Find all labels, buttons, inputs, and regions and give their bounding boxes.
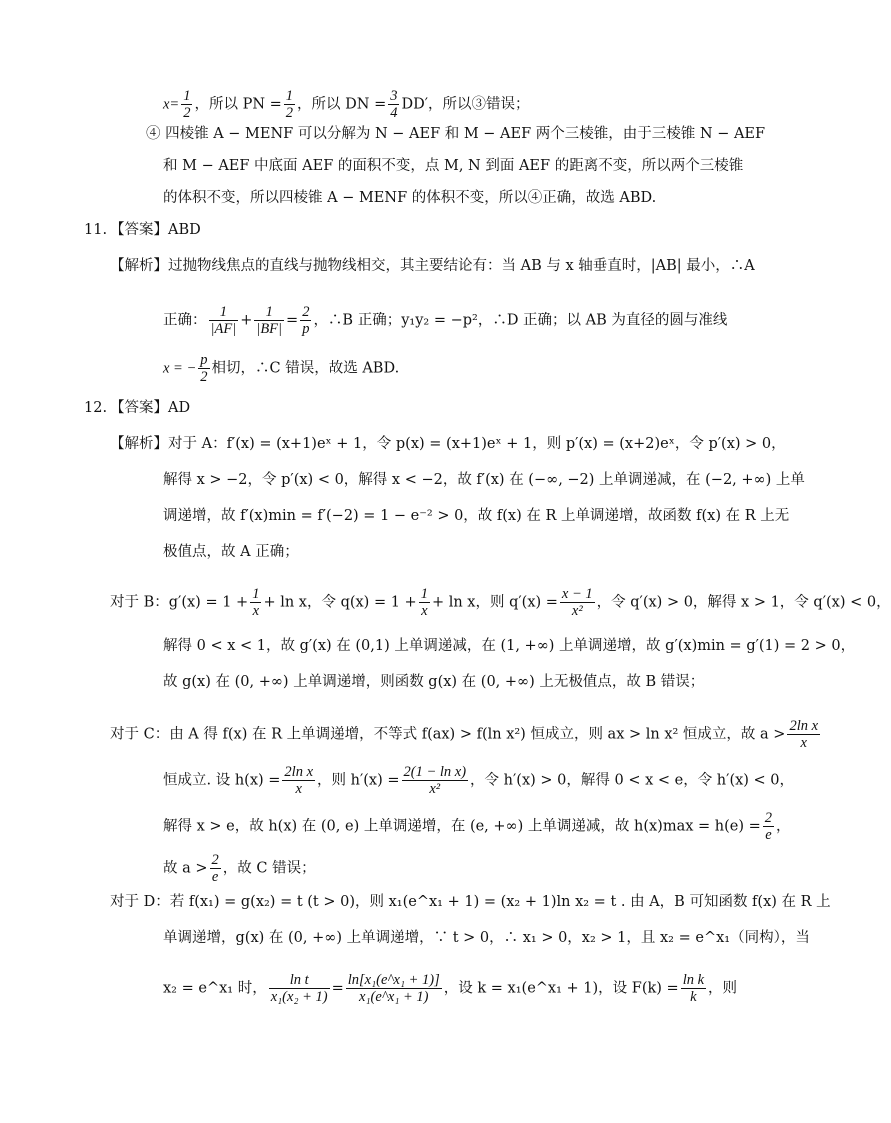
numerator: 3	[390, 88, 398, 104]
fraction	[198, 352, 209, 385]
fraction	[181, 88, 192, 121]
text: x=	[163, 96, 180, 113]
denominator: 2	[183, 105, 191, 121]
fraction	[269, 972, 330, 1005]
text: 相切，∴C 错误，故选 ABD.	[211, 360, 400, 377]
text: ，设 k = x₁(e^x₁ + 1)，设 F(k) =	[443, 980, 679, 997]
analysis-line	[163, 810, 791, 843]
analysis-line	[163, 304, 727, 337]
fraction	[300, 304, 311, 337]
fraction	[282, 764, 315, 797]
numerator: x − 1	[561, 586, 593, 602]
text: ，∴B 正确；y₁y₂ = −p²，∴D 正确；以 AB 为直径的圆与准线	[313, 312, 728, 329]
analysis-line: 故 g(x) 在 (0, +∞) 上单调递增，则函数 g(x) 在 (0, +∞) 上无极值点，故 B 错误；	[163, 674, 705, 690]
analysis-line	[163, 972, 737, 1005]
denominator: x	[421, 603, 428, 619]
analysis-line: 单调递增，g(x) 在 (0, +∞) 上单调递增，∵ t > 0，∴ x₁ > 0，x₂ > 1，且 x₂ = e^x₁（同构），当	[163, 930, 810, 946]
fraction	[560, 586, 595, 619]
denominator: x²	[571, 603, 583, 619]
denominator: 2	[285, 105, 294, 121]
numerator: 2ln x	[284, 764, 314, 780]
numerator: 2	[764, 810, 773, 826]
fraction	[787, 718, 820, 751]
numerator: ln[x₁(e^x₁ + 1)]	[347, 972, 440, 988]
denominator: x	[800, 735, 807, 751]
denominator: x²	[429, 781, 441, 797]
denominator: e	[765, 827, 772, 843]
fraction	[250, 586, 261, 619]
line-p2-2: 和 M − AEF 中底面 AEF 的面积不变，点 M, N 到面 AEF 的距离不变，所以两个三棱锥	[163, 158, 744, 174]
text: ，则 h′(x) =	[317, 772, 400, 789]
analysis-line: 调递增，故 f′(x)min = f′(−2) = 1 − e⁻² > 0，故 f(x) 在 R 上单调递增，故函数 f(x) 在 R 上无	[163, 508, 790, 524]
text: 解得 x > e，故 h(x) 在 (0, e) 上单调递增，在 (e, +∞) 上单调递减，故 h(x)max = h(e) =	[163, 818, 761, 835]
text: =	[331, 980, 344, 997]
denominator: x₁(x₂ + 1)	[270, 989, 328, 1005]
denominator: k	[690, 989, 697, 1005]
fraction	[210, 852, 221, 885]
analysis-line: 【解析】对于 A：f′(x) = (x+1)eˣ + 1，令 p(x) = (x+1)eˣ + 1，则 p′(x) = (x+2)eˣ，令 p′(x) > 0，	[110, 436, 786, 452]
text: ，所以 DN =	[297, 96, 387, 113]
text: ，令 h′(x) > 0，解得 0 < x < e，令 h′(x) < 0，	[470, 772, 795, 789]
text: x = −	[163, 360, 197, 377]
fraction	[254, 304, 284, 337]
numerator: ln k	[682, 972, 705, 988]
line-p1	[163, 88, 530, 121]
analysis-line	[163, 852, 316, 885]
text: =	[286, 312, 299, 329]
text: ，所以 PN =	[194, 96, 282, 113]
text: ，令 q′(x) > 0，解得 x > 1，令 q′(x) < 0，	[596, 594, 891, 611]
denominator: x	[252, 603, 260, 619]
fraction	[681, 972, 706, 1005]
answer-label: 【答案】ABD	[110, 222, 201, 238]
text: 对于 C：由 A 得 f(x) 在 R 上单调递增，不等式 f(ax) > f(ln x²) 恒成立，则 ax > ln x² 恒成立，故 a >	[110, 726, 786, 743]
analysis-line: 解得 x > −2，令 p′(x) < 0，解得 x < −2，故 f′(x) 在 (−∞, −2) 上单调递减，在 (−2, +∞) 上单	[163, 472, 805, 488]
fraction	[763, 810, 774, 843]
numerator: p	[200, 352, 208, 368]
numerator: 2	[211, 852, 219, 868]
denominator: x	[295, 781, 302, 797]
text: 故 a >	[163, 860, 208, 877]
analysis-line	[110, 586, 891, 619]
analysis-line: 【解析】过抛物线焦点的直线与抛物线相交，其主要结论有：当 AB 与 x 轴垂直时，|AB| 最小，∴A	[110, 258, 755, 274]
text: 正确：	[163, 312, 207, 329]
text: 恒成立. 设 h(x) =	[163, 772, 281, 789]
analysis-line	[110, 718, 822, 751]
text: ，则	[708, 980, 738, 997]
fraction	[346, 972, 442, 1005]
numerator: 1	[285, 88, 294, 104]
denominator: 4	[390, 105, 398, 121]
question-number: 12.	[84, 400, 108, 416]
analysis-line: 对于 D：若 f(x₁) = g(x₂) = t (t > 0)，则 x₁(e^x₁ + 1) = (x₂ + 1)ln x₂ = t . 由 A，B 可知函数 f(x) 在 R 上	[110, 894, 831, 910]
fraction	[402, 764, 469, 797]
text: + ln x，则 q′(x) =	[431, 594, 558, 611]
numerator: 2ln x	[789, 718, 819, 734]
line-p2-1: ④ 四棱锥 A − MENF 可以分解为 N − AEF 和 M − AEF 两个三棱锥，由于三棱锥 N − AEF	[146, 126, 766, 142]
numerator: ln t	[269, 972, 330, 989]
text: x₂ = e^x₁ 时，	[163, 980, 267, 997]
fraction	[284, 88, 295, 121]
text: + ln x，令 q(x) = 1 +	[263, 594, 417, 611]
text: DD′，所以③错误；	[401, 96, 530, 113]
fraction	[388, 88, 399, 121]
text: ，	[776, 818, 791, 835]
numerator: 2	[302, 304, 310, 320]
text: ，故 C 错误；	[222, 860, 316, 877]
answer-label: 【答案】AD	[110, 400, 191, 416]
question-number: 11.	[84, 222, 108, 238]
denominator: |AF|	[210, 321, 237, 337]
text: +	[240, 312, 253, 329]
line-p2-3: 的体积不变，所以四棱锥 A − MENF 的体积不变，所以④正确，故选 ABD.	[163, 190, 657, 206]
analysis-line	[163, 352, 399, 385]
numerator: 1	[420, 586, 428, 602]
analysis-line: 解得 0 < x < 1，故 g′(x) 在 (0,1) 上单调递减，在 (1, +∞) 上单调递增，故 g′(x)min = g′(1) = 2 > 0，	[163, 638, 856, 654]
numerator: 1	[252, 586, 260, 602]
denominator: 2	[200, 369, 208, 385]
denominator: p	[302, 321, 310, 337]
fraction	[209, 304, 239, 337]
denominator: e	[211, 869, 219, 885]
numerator: 2(1 − ln x)	[403, 764, 467, 780]
analysis-line: 极值点，故 A 正确；	[163, 544, 299, 560]
numerator: 1	[209, 304, 239, 321]
text: 对于 B：g′(x) = 1 +	[110, 594, 249, 611]
numerator: 1	[183, 88, 191, 104]
analysis-line	[163, 764, 794, 797]
fraction	[419, 586, 430, 619]
denominator: |BF|	[256, 321, 283, 337]
denominator: x₁(e^x₁ + 1)	[359, 989, 429, 1005]
numerator: 1	[254, 304, 284, 321]
